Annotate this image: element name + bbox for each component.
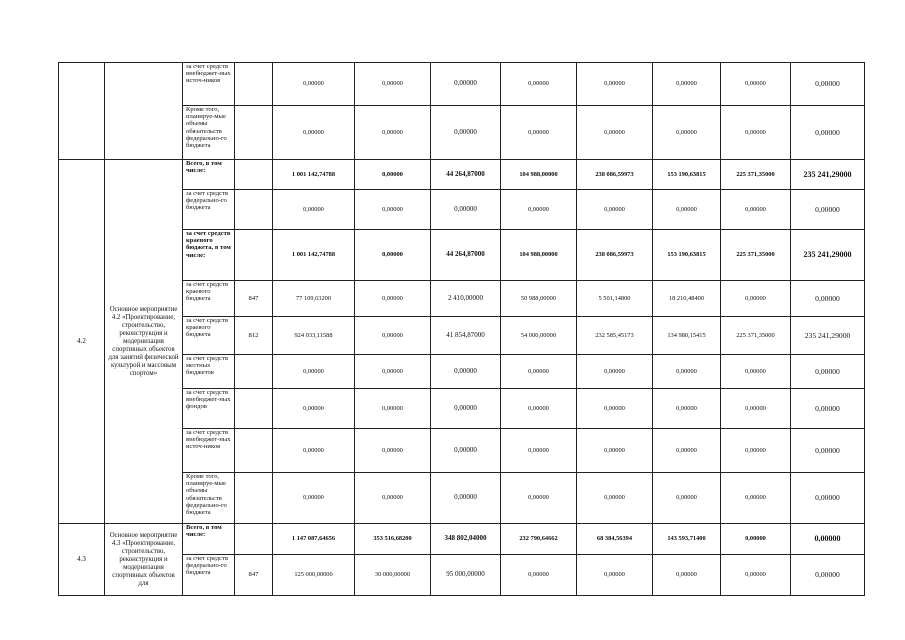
amount-cell: 232 585,45173	[577, 317, 653, 355]
funding-source-cell: за счет средств федерально-го бюджета	[183, 190, 235, 230]
amount-cell: 153 190,63815	[653, 160, 721, 190]
amount-cell: 0,00000	[791, 281, 865, 317]
amount-cell: 0,00000	[653, 355, 721, 389]
amount-cell: 924 033,11588	[273, 317, 355, 355]
amount-cell: 353 516,68200	[355, 524, 431, 555]
amount-cell: 0,00000	[721, 555, 791, 596]
budget-code-cell	[235, 355, 273, 389]
amount-cell: 134 980,15415	[653, 317, 721, 355]
budget-code-cell	[235, 389, 273, 429]
amount-cell: 0,00000	[273, 429, 355, 473]
amount-cell: 5 501,14800	[577, 281, 653, 317]
amount-cell: 0,00000	[653, 106, 721, 160]
funding-source-cell: за счет средств краевого бюджета	[183, 317, 235, 355]
funding-source-cell: Кроме того, планируе-мые объемы обязательств федерально-го бюджета	[183, 106, 235, 160]
table-row	[59, 63, 865, 106]
amount-cell: 0,00000	[355, 355, 431, 389]
amount-cell: 44 264,87000	[431, 230, 501, 281]
funding-source-cell: Кроме того, планируе-мые объемы обязательств федерально-го бюджета	[183, 473, 235, 524]
amount-cell: 225 371,35000	[721, 160, 791, 190]
amount-cell: 0,00000	[355, 429, 431, 473]
amount-cell: 235 241,29000	[791, 160, 865, 190]
amount-cell: 235 241,29000	[791, 317, 865, 355]
amount-cell: 238 086,59973	[577, 230, 653, 281]
amount-cell: 0,00000	[501, 389, 577, 429]
amount-cell: 0,00000	[721, 524, 791, 555]
amount-cell: 50 988,00000	[501, 281, 577, 317]
amount-cell: 0,00000	[355, 281, 431, 317]
amount-cell: 0,00000	[721, 355, 791, 389]
amount-cell: 54 000,00000	[501, 317, 577, 355]
activity-name-cell	[105, 63, 183, 160]
amount-cell: 0,00000	[791, 473, 865, 524]
amount-cell: 0,00000	[577, 355, 653, 389]
budget-code-cell	[235, 160, 273, 190]
activity-name-cell: Основное мероприятие 4.3 «Проектирование, строительство, реконструкция и модернизация спортивных объектов для	[105, 524, 183, 596]
amount-cell: 0,00000	[653, 190, 721, 230]
amount-cell: 348 802,04000	[431, 524, 501, 555]
table-row	[59, 524, 865, 555]
amount-cell: 77 109,63200	[273, 281, 355, 317]
budget-table	[58, 62, 865, 596]
funding-source-cell: за счет средств местных бюджетов	[183, 355, 235, 389]
amount-cell: 0,00000	[431, 473, 501, 524]
amount-cell: 0,00000	[791, 524, 865, 555]
amount-cell: 0,00000	[577, 555, 653, 596]
amount-cell: 0,00000	[653, 429, 721, 473]
amount-cell: 0,00000	[653, 555, 721, 596]
amount-cell: 0,00000	[791, 555, 865, 596]
amount-cell: 225 371,35000	[721, 230, 791, 281]
amount-cell: 0,00000	[273, 106, 355, 160]
amount-cell: 0,00000	[721, 473, 791, 524]
budget-code-cell	[235, 190, 273, 230]
budget-code-cell	[235, 230, 273, 281]
amount-cell: 0,00000	[355, 190, 431, 230]
activity-name-cell: Основное мероприятие 4.2 «Проектирование, строительство, реконструкция и модернизация спортивных объектов для занятий физической культурой и массовым спортом»	[105, 160, 183, 524]
amount-cell: 125 000,00000	[273, 555, 355, 596]
funding-source-cell: за счет средств федерально-го бюджета	[183, 555, 235, 596]
amount-cell: 225 371,35000	[721, 317, 791, 355]
row-number-cell: 4.3	[59, 524, 105, 596]
amount-cell: 30 000,00000	[355, 555, 431, 596]
amount-cell: 0,00000	[273, 190, 355, 230]
amount-cell: 0,00000	[791, 106, 865, 160]
amount-cell: 104 988,00000	[501, 160, 577, 190]
amount-cell: 0,00000	[721, 281, 791, 317]
amount-cell: 0,00000	[501, 63, 577, 106]
amount-cell: 0,00000	[577, 389, 653, 429]
budget-code-cell	[235, 429, 273, 473]
row-number-cell	[59, 63, 105, 160]
amount-cell: 2 410,00000	[431, 281, 501, 317]
amount-cell: 1 147 087,64656	[273, 524, 355, 555]
amount-cell: 95 000,00000	[431, 555, 501, 596]
amount-cell: 0,00000	[501, 106, 577, 160]
amount-cell: 0,00000	[577, 106, 653, 160]
amount-cell: 18 210,48400	[653, 281, 721, 317]
amount-cell: 0,00000	[721, 190, 791, 230]
amount-cell: 0,00000	[721, 429, 791, 473]
amount-cell: 41 854,87000	[431, 317, 501, 355]
amount-cell: 0,00000	[791, 429, 865, 473]
amount-cell: 0,00000	[653, 389, 721, 429]
amount-cell: 0,00000	[501, 473, 577, 524]
budget-code-cell	[235, 63, 273, 106]
budget-code-cell: 847	[235, 555, 273, 596]
amount-cell: 238 086,59973	[577, 160, 653, 190]
amount-cell: 0,00000	[355, 389, 431, 429]
amount-cell: 0,00000	[577, 429, 653, 473]
amount-cell: 0,00000	[273, 63, 355, 106]
amount-cell: 0,00000	[721, 63, 791, 106]
row-number-cell: 4.2	[59, 160, 105, 524]
amount-cell: 0,00000	[577, 473, 653, 524]
amount-cell: 44 264,87000	[431, 160, 501, 190]
amount-cell: 143 593,71400	[653, 524, 721, 555]
amount-cell: 0,00000	[431, 190, 501, 230]
amount-cell: 104 988,00000	[501, 230, 577, 281]
amount-cell: 0,00000	[431, 63, 501, 106]
amount-cell: 232 790,64662	[501, 524, 577, 555]
amount-cell: 153 190,63815	[653, 230, 721, 281]
funding-source-cell: за счет средств внебюджет-ных источ-ников	[183, 63, 235, 106]
amount-cell: 0,00000	[273, 389, 355, 429]
amount-cell: 0,00000	[791, 190, 865, 230]
amount-cell: 0,00000	[355, 106, 431, 160]
funding-source-cell: Всего, в том числе:	[183, 524, 235, 555]
amount-cell: 0,00000	[273, 473, 355, 524]
amount-cell: 0,00000	[791, 389, 865, 429]
budget-code-cell: 812	[235, 317, 273, 355]
table-row	[59, 160, 865, 190]
budget-code-cell: 847	[235, 281, 273, 317]
amount-cell: 0,00000	[501, 429, 577, 473]
amount-cell: 0,00000	[721, 389, 791, 429]
budget-code-cell	[235, 473, 273, 524]
amount-cell: 1 001 142,74788	[273, 230, 355, 281]
amount-cell: 0,00000	[501, 190, 577, 230]
amount-cell: 0,00000	[501, 555, 577, 596]
amount-cell: 0,00000	[431, 355, 501, 389]
amount-cell: 0,00000	[355, 63, 431, 106]
funding-source-cell: за счет средств краевого бюджета	[183, 281, 235, 317]
amount-cell: 0,00000	[273, 355, 355, 389]
amount-cell: 235 241,29000	[791, 230, 865, 281]
budget-code-cell	[235, 106, 273, 160]
amount-cell: 0,00000	[431, 429, 501, 473]
amount-cell: 0,00000	[355, 160, 431, 190]
amount-cell: 0,00000	[355, 473, 431, 524]
amount-cell: 1 001 142,74788	[273, 160, 355, 190]
amount-cell: 0,00000	[653, 473, 721, 524]
amount-cell: 0,00000	[791, 63, 865, 106]
funding-source-cell: за счет средств внебюджет-ных фондов	[183, 389, 235, 429]
amount-cell: 0,00000	[791, 355, 865, 389]
amount-cell: 68 384,56394	[577, 524, 653, 555]
amount-cell: 0,00000	[431, 106, 501, 160]
budget-code-cell	[235, 524, 273, 555]
amount-cell: 0,00000	[431, 389, 501, 429]
amount-cell: 0,00000	[577, 63, 653, 106]
amount-cell: 0,00000	[355, 230, 431, 281]
amount-cell: 0,00000	[721, 106, 791, 160]
amount-cell: 0,00000	[653, 63, 721, 106]
amount-cell: 0,00000	[501, 355, 577, 389]
funding-source-cell: за счет средств краевого бюджета, в том числе:	[183, 230, 235, 281]
amount-cell: 0,00000	[355, 317, 431, 355]
amount-cell: 0,00000	[577, 190, 653, 230]
funding-source-cell: Всего, в том числе:	[183, 160, 235, 190]
funding-source-cell: за счет средств внебюджет-ных источ-ников	[183, 429, 235, 473]
